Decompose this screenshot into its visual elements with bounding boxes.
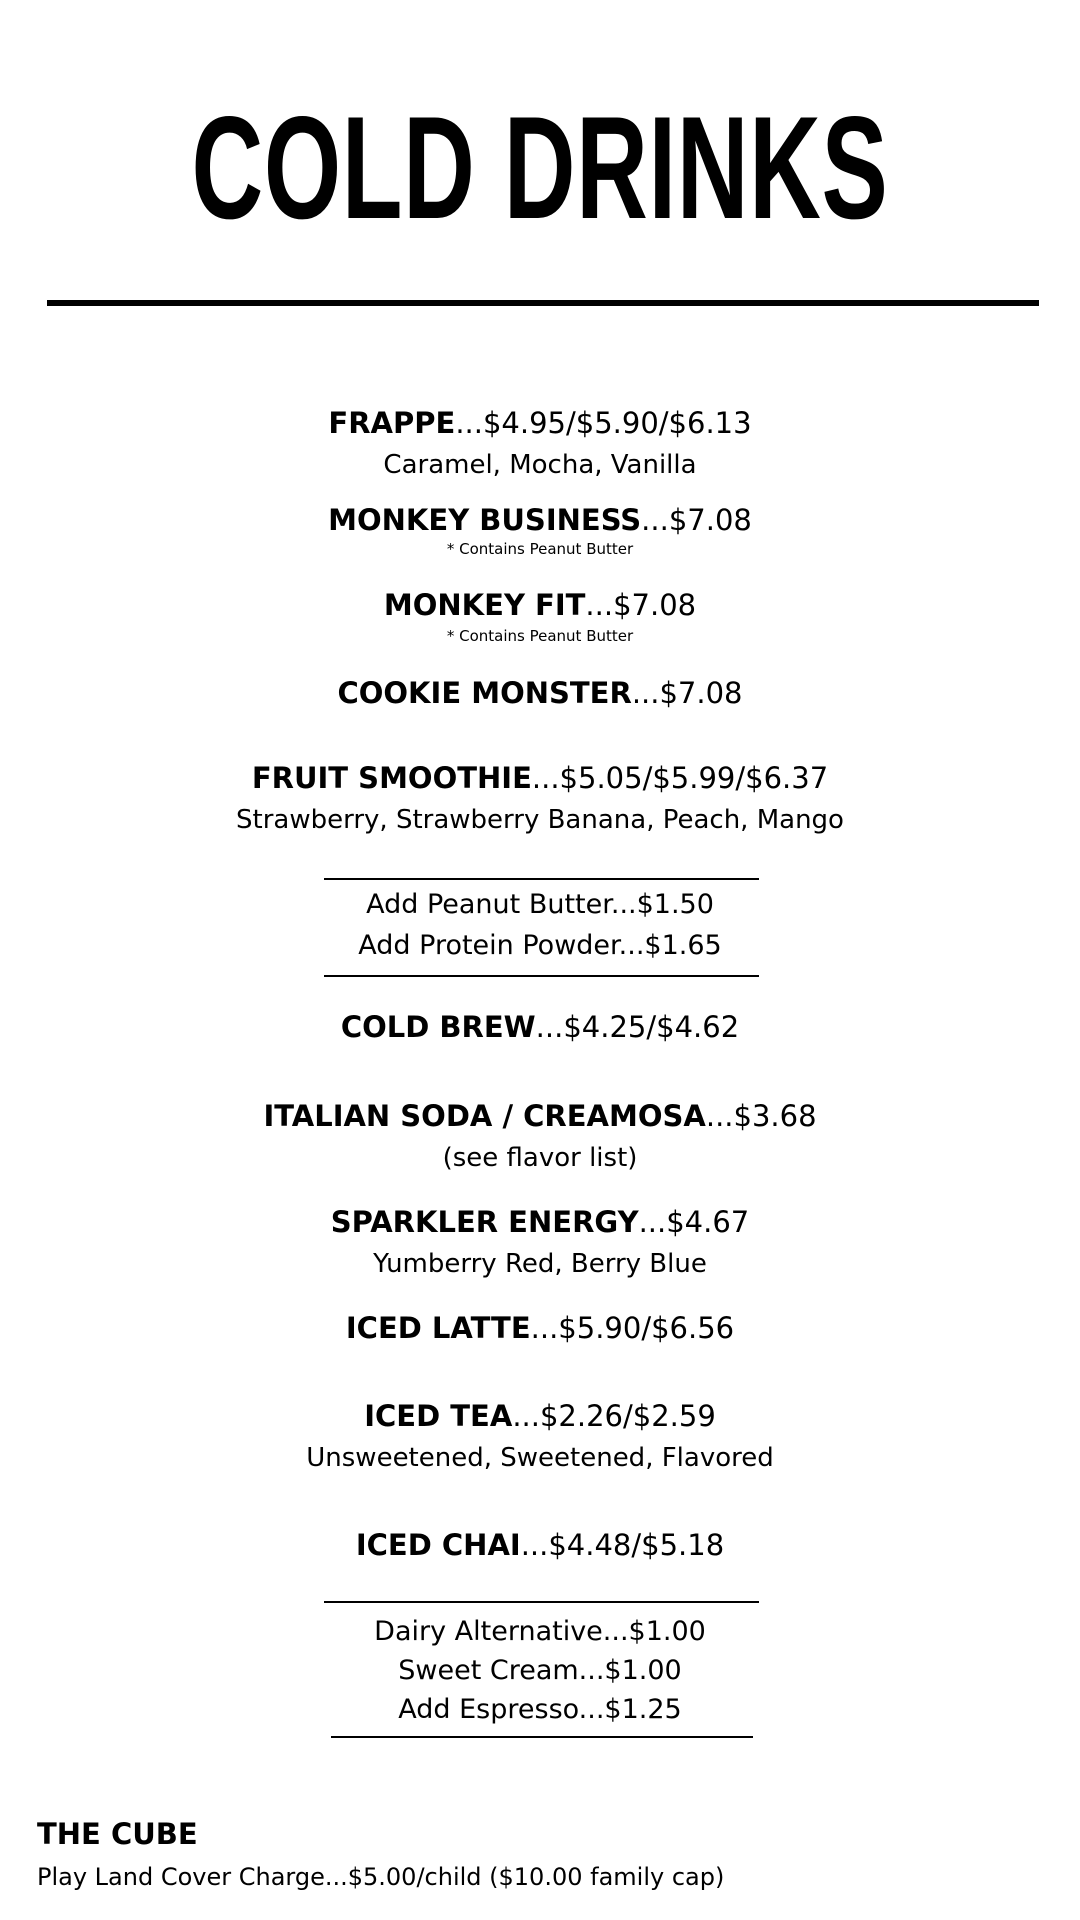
- item-description: (see flavor list): [442, 1143, 638, 1173]
- title-divider: [47, 300, 1039, 306]
- addon-item: Sweet Cream...$1.00: [398, 1655, 682, 1686]
- menu-item-italian-soda: [0, 1098, 1080, 1134]
- addon-divider-bottom: [331, 1736, 753, 1738]
- item-name: ITALIAN SODA / CREAMOSA: [263, 1099, 706, 1133]
- item-name: ICED CHAI: [355, 1528, 521, 1562]
- item-price: ...$4.48/$5.18: [520, 1528, 725, 1562]
- item-note: * Contains Peanut Butter: [446, 627, 634, 645]
- menu-item-cold-brew: [0, 1009, 1080, 1045]
- item-description: Caramel, Mocha, Vanilla: [383, 450, 697, 480]
- item-price: ...$2.26/$2.59: [512, 1399, 716, 1433]
- addon-divider-top: [324, 1601, 759, 1603]
- item-name: COLD BREW: [340, 1010, 536, 1044]
- item-name: ICED TEA: [364, 1399, 513, 1433]
- menu-item-monkey-business: [0, 502, 1080, 538]
- item-price: ...$4.25/$4.62: [535, 1010, 740, 1044]
- menu-item-frappe: [0, 405, 1080, 441]
- addon-divider-top: [324, 878, 759, 880]
- menu-item-iced-latte: [0, 1310, 1080, 1346]
- menu-item-fruit-smoothie: [0, 760, 1080, 796]
- item-price: ...$5.90/$6.56: [530, 1311, 735, 1345]
- item-name: FRUIT SMOOTHIE: [251, 761, 532, 795]
- addon-item: Add Peanut Butter...$1.50: [366, 889, 714, 920]
- item-note: * Contains Peanut Butter: [446, 540, 634, 558]
- item-name: SPARKLER ENERGY: [330, 1205, 639, 1239]
- cube-heading: THE CUBE: [37, 1817, 198, 1851]
- menu-item-iced-tea: [0, 1398, 1080, 1434]
- item-name: ICED LATTE: [345, 1311, 531, 1345]
- menu-item-iced-chai: [0, 1527, 1080, 1563]
- menu-item-monkey-fit: [0, 587, 1080, 623]
- item-price: ...$7.08: [585, 588, 697, 622]
- cube-charge-text: Play Land Cover Charge...$5.00/child ($10.00 family cap): [37, 1863, 725, 1891]
- item-price: ...$4.95/$5.90/$6.13: [455, 406, 752, 440]
- item-description: Yumberry Red, Berry Blue: [373, 1249, 707, 1279]
- item-name: FRAPPE: [328, 406, 456, 440]
- menu-item-cookie-monster: [0, 675, 1080, 711]
- item-description: Strawberry, Strawberry Banana, Peach, Mango: [236, 805, 844, 835]
- item-name: COOKIE MONSTER: [337, 676, 632, 710]
- addon-divider-bottom: [324, 975, 759, 977]
- item-price: ...$3.68: [705, 1099, 817, 1133]
- addon-item: Add Protein Powder...$1.65: [358, 930, 722, 961]
- addon-item: Dairy Alternative...$1.00: [374, 1616, 706, 1647]
- item-description: Unsweetened, Sweetened, Flavored: [306, 1443, 774, 1473]
- page-title: COLD DRINKS: [191, 86, 889, 249]
- addon-item: Add Espresso...$1.25: [398, 1694, 682, 1725]
- item-price: ...$4.67: [638, 1205, 750, 1239]
- menu-item-sparkler-energy: [0, 1204, 1080, 1240]
- item-price: ...$7.08: [631, 676, 743, 710]
- item-price: ...$7.08: [641, 503, 752, 537]
- item-name: MONKEY FIT: [383, 588, 586, 622]
- item-name: MONKEY BUSINESS: [328, 503, 642, 537]
- item-price: ...$5.05/$5.99/$6.37: [531, 761, 829, 795]
